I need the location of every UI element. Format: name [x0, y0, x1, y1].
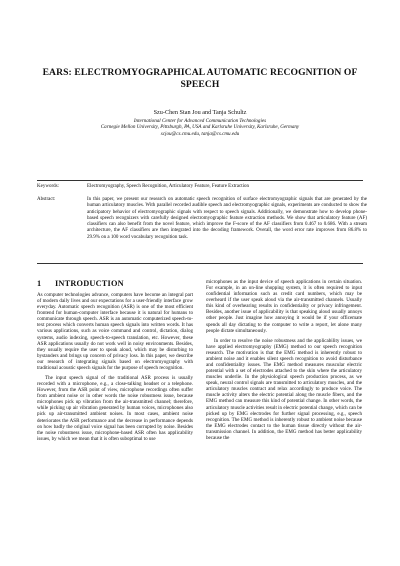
right-column [206, 279, 362, 441]
paragraph: In order to resolve the noise robustness and the applicability issues, we have applied electromyography (EMG) method to our speech recognition research. The motivation is that the EMG method is inherently robust to ambient noise and it enables silent speech recognition to avoid disturbance and confidentiality issues. The EMG method measures muscular electric potential with a set of electrodes attached to the skin where the articulatory muscles underlie. In the physiological speech production process, as we speak, neural control signals are transmitted to articulatory muscles, and the articulatory muscles contract and relax accordingly to produce voice. The muscle activity alters the electric potential along the muscle fibers, and the EMG method can measure this kind of potential change. In other words, the articulatory muscle activities result in electric potential change, which can be picked up by EMG electrodes for further signal processing, e.g., speech recognition. The EMG method is inherently robust to ambient noise because the EMG electrodes contact to the human tissue directly without the air-transmission channel. In addition, the EMG method has better applicability because the [206, 337, 362, 441]
paragraph: The input speech signal of the traditional ASR process is usually recorded with a microphone, e.g., a close-talking headset or a telephone. However, from the ASR point of view, microphone recordings often suffer from ambient noise or in other words the noise robustness issue, because microphones pick up vibration from the air-transmitted channel; therefore, while picking up air vibration generated by human voices, microphones also pick up air-transmitted ambient noises. In most cases, ambient noise deteriorates the ASR performance and the decrease in performance depends on how badly the original voice signal has been corrupted by noise. Besides the noise robustness issue, microphone-based ASR often has applicability issues, by which we mean that it is often suboptimal to use [37, 375, 193, 442]
paper-title: EARS: ELECTROMYOGRAPHICAL AUTOMATIC RECOGNITION OF SPEECH [42, 67, 358, 90]
abstract-label: Abstract: [37, 197, 56, 202]
paragraph: As computer technologies advance, computers have become an integral part of modern daily lives and our expectations for a user-friendly interface grow everyday. Automatic speech recognition (ASR) is one of the most efficient frontend for human-computer interface because it is natural for humans to communicate through speech. ASR is an automatic computerized speech-to-text process which converts human speech signals into written words. It has various applications, such as voice command and control, dictation, dialog systems, audio indexing, speech-to-speech translation, etc. However, these ASR applications usually do not work well in noisy environments. Besides, they usually require the user to speak aloud, which may be disturbing to bystanders and brings up concern of privacy loss. In this paper, we describe our research of integrating signals based on electromyography with traditional acoustic speech signals for the purpose of speech recognition. [37, 292, 193, 371]
abstract-text: In this paper, we present our research on automatic speech recognition of surface electromyographic signals that are generated by the human articulatory muscles. With parallel recorded audible speech and electromyographic signals, experiments are conducted to show the anticipatory behavior of electromyographic signals with respect to speech signals. Additionally, we demonstrate how to develop phone-based speech recognizers with carefully designed electromyographic feature extraction methods. We show that articulatory feature (AF) classifiers can also benefit from the novel feature, which improve the F-score of the AF classifiers from 0.467 to 0.686. With a stream architecture, the AF classifiers are then integrated into the decoding framework. Overall, the word error rate improves from 86.8% to 29.9% on a 100 word vocabulary recognition task. [87, 197, 367, 240]
bottom-rule [37, 263, 363, 264]
paragraph: microphones as the input device of speech applications in certain situation. For example, in an on-line shopping system, it is often required to input confidential information such as credit card numbers, which may be overheard if the user speak aloud via the air-transmitted channels. Usually this kind of overhearing results in confidentiality or privacy infringement. Besides, another issue of applicability is that speaking aloud usually annoys other people. Just imagine how annoying it would be if your officemate spends all day dictating to the computer to write a report, let alone many people dictate simultaneously. [206, 279, 362, 334]
left-column [37, 292, 193, 442]
affiliation-line-2: Carnegie Mellon University, Pittsburgh, PA, USA and Karlsruhe University, Karlsruhe, Germany [100, 124, 300, 131]
section-number: 1 [37, 279, 42, 288]
keywords-label: Keywords: [37, 184, 59, 189]
paper-authors: Szu-Chen Stan Jou and Tanja Schultz [153, 109, 247, 116]
keywords-text: Electromyography, Speech Recognition, Articulatory Feature, Feature Extraction [87, 184, 249, 189]
section-title: INTRODUCTION [55, 279, 124, 288]
affiliation-line-1: International Center for Advanced Communication Technologies [133, 118, 267, 124]
section-heading [37, 279, 124, 288]
affiliation-email: scjou@cs.cmu.edu, tanja@cs.cmu.edu [160, 130, 240, 137]
top-rule [37, 180, 363, 181]
paper-affiliation [30, 118, 370, 137]
